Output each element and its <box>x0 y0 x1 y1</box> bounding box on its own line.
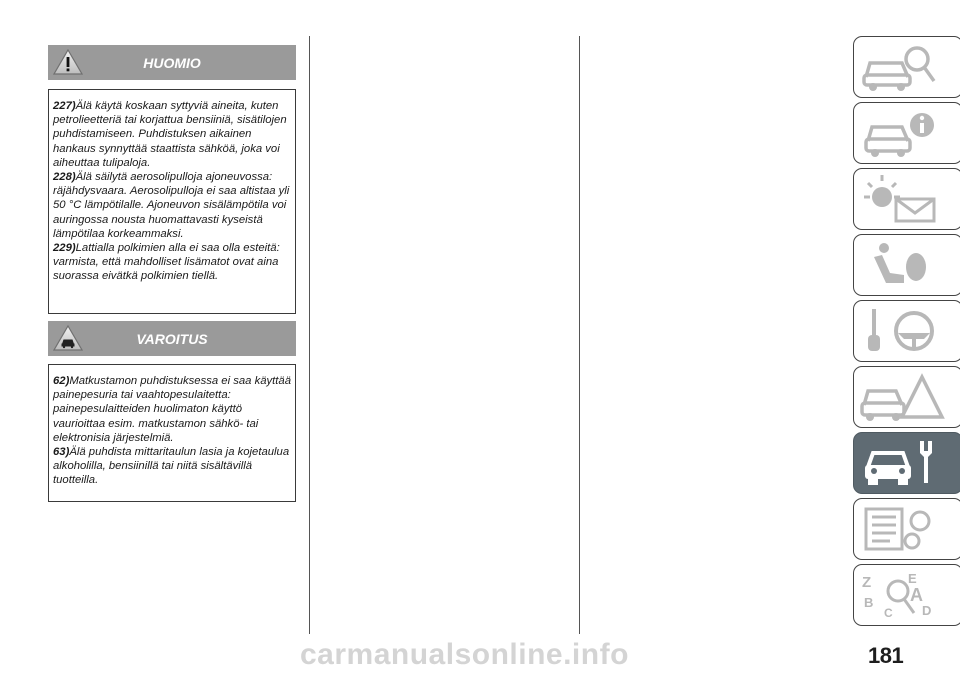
car-breakdown-warning-icon <box>860 371 946 423</box>
alphabet-index-icon <box>860 569 946 621</box>
car-search-icon <box>860 41 946 93</box>
varoitus-item-62: 62)Matkustamon puhdistuksessa ei saa käyttää painepesuria tai vaahtopesulaitetta: painepesulaitteiden huolimaton käyttö vaurioittaa esim. matkustamon sähkö- tai elektronisia järjestelmiä. <box>53 375 291 444</box>
car-warning-triangle-icon <box>53 325 83 355</box>
huomio-body <box>48 89 296 314</box>
chapter-tab-emergency[interactable] <box>853 366 960 428</box>
svg-text:C: C <box>884 606 893 620</box>
chapter-tab-safety[interactable] <box>853 234 960 296</box>
chapter-tab-car-info[interactable] <box>853 102 960 164</box>
warning-light-message-icon <box>860 173 946 225</box>
huomio-item-229: 229)Lattialla polkimien alla ei saa olla esteitä: varmista, että mahdolliset lisämatot ovat aina suorassa eivätkä polkimien tiellä. <box>53 242 280 283</box>
chapter-tab-maintenance-care[interactable] <box>853 432 960 494</box>
column-divider-left <box>309 36 310 634</box>
warning-triangle-icon <box>53 49 83 79</box>
svg-text:D: D <box>922 603 932 618</box>
varoitus-body <box>48 364 296 502</box>
varoitus-title: VAROITUS <box>136 330 208 347</box>
car-info-icon <box>860 107 946 159</box>
specs-gears-icon <box>860 503 946 555</box>
watermark-text: carmanualsonline.info <box>300 638 629 671</box>
huomio-header <box>48 45 296 80</box>
page-number: 181 <box>868 643 904 668</box>
chapter-tab-warning-lights[interactable] <box>853 168 960 230</box>
seat-airbag-icon <box>860 239 946 291</box>
column-divider-right <box>579 36 580 634</box>
varoitus-header <box>48 321 296 356</box>
huomio-item-227: 227)Älä käytä koskaan syttyviä aineita, kuten petrolieetteriä tai korjattua bensiiniä, sisätilojen puhdistamiseen. Puhdistuksen aikainen hankaus synnyttää staattista sähköä, joka voi aiheuttaa tulipaloja. <box>53 100 287 169</box>
svg-text:B: B <box>864 595 874 610</box>
chapter-tab-dashboard[interactable] <box>853 36 960 98</box>
huomio-title: HUOMIO <box>143 54 201 71</box>
chapter-tab-index[interactable] <box>853 564 960 626</box>
key-steering-wheel-icon <box>860 305 946 357</box>
varoitus-item-63: 63)Älä puhdista mittaritaulun lasia ja kojetaulua alkoholilla, bensiinillä tai niitä sisältävillä tuotteilla. <box>53 446 290 487</box>
chapter-tab-technical-data[interactable] <box>853 498 960 560</box>
svg-text:A: A <box>910 585 923 605</box>
car-wrench-icon <box>860 437 946 489</box>
svg-text:Z: Z <box>862 574 872 591</box>
huomio-item-228: 228)Älä säilytä aerosolipulloja ajoneuvossa: räjähdysvaara. Aerosolipulloja ei saa altistaa yli 50 °C lämpötilalle. Ajoneuvon sisälämpötila voi auringossa nousta huomattavasti kyseistä lämpötilaa korkeammaksi. <box>53 171 290 240</box>
svg-text:E: E <box>908 571 917 586</box>
chapter-tab-starting-driving[interactable] <box>853 300 960 362</box>
